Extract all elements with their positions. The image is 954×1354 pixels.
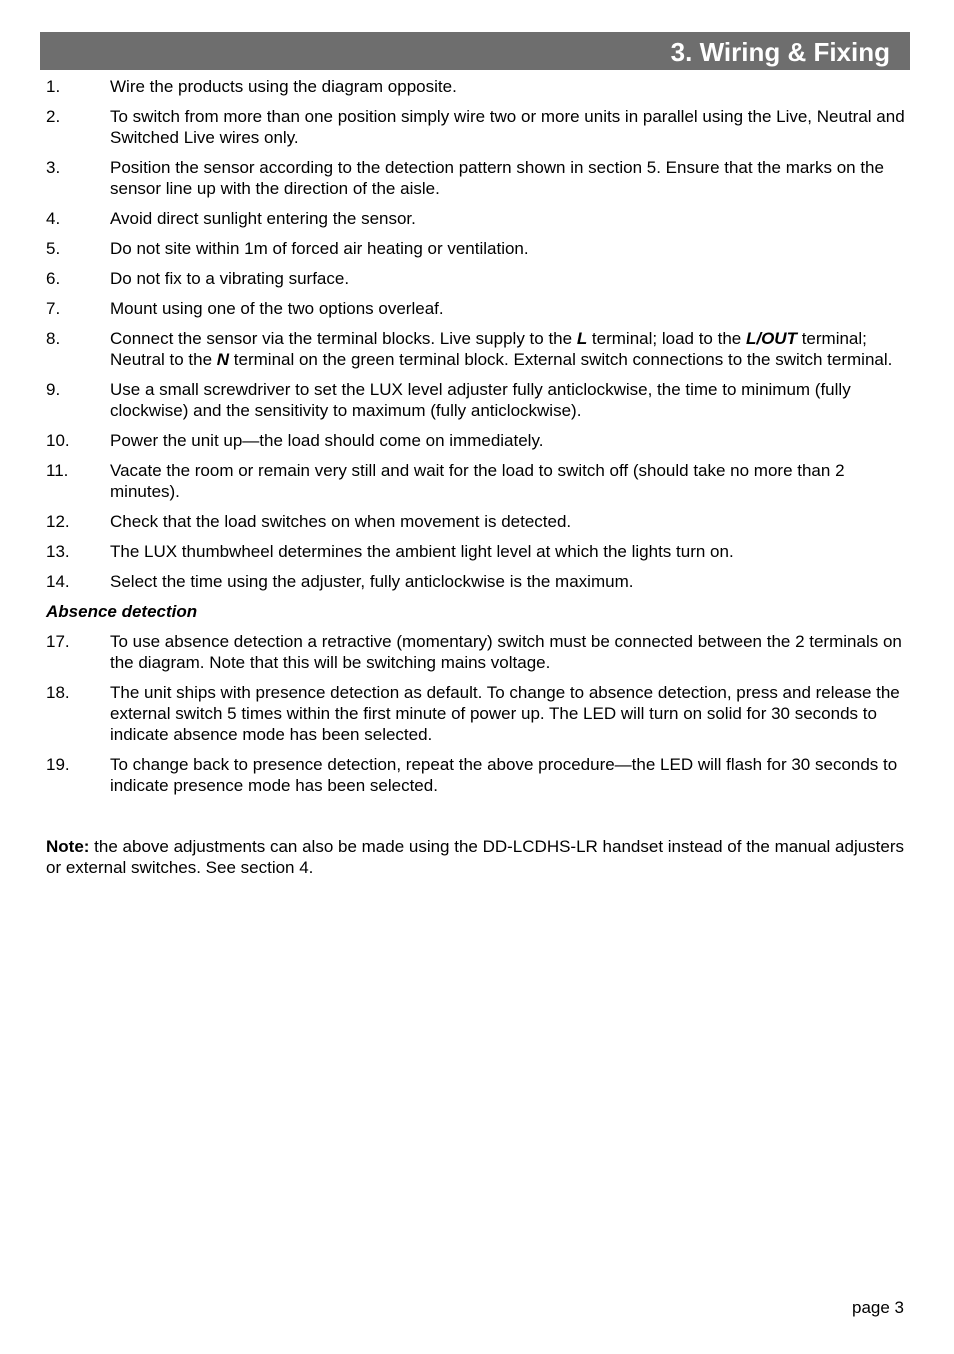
list-item <box>46 106 906 148</box>
item-text: Do not site within 1m of forced air heating or ventilation. <box>110 239 529 258</box>
item-number: 4. <box>46 209 61 228</box>
list-item <box>46 541 906 562</box>
terminal-label-lout: L/OUT <box>745 329 797 348</box>
item-number: 17. <box>46 632 70 651</box>
item-text: Mount using one of the two options overleaf. <box>110 299 444 318</box>
terminal-label-n: N <box>216 350 230 369</box>
item-text-part: terminal; load to the <box>587 329 746 348</box>
list-item <box>46 76 906 97</box>
item-text-part: terminal on the green terminal block. External switch connections to the switch terminal. <box>229 350 893 369</box>
item-number: 8. <box>46 329 61 348</box>
list-item <box>46 682 906 745</box>
item-number: 6. <box>46 269 61 288</box>
list-item <box>46 379 906 421</box>
item-number: 13. <box>46 542 70 561</box>
absence-detection-heading: Absence detection <box>46 602 198 621</box>
list-item <box>46 157 906 199</box>
page-number: page 3 <box>852 1298 904 1317</box>
item-text: Select the time using the adjuster, fully anticlockwise is the maximum. <box>110 572 634 591</box>
item-text-part: Connect the sensor via the terminal blocks. Live supply to the <box>110 329 577 348</box>
terminal-label-l: L <box>576 329 588 348</box>
list-item <box>46 298 906 319</box>
list-item <box>46 571 906 592</box>
list-item <box>46 631 906 673</box>
item-number: 9. <box>46 380 61 399</box>
item-text: Vacate the room or remain very still and wait for the load to switch off (should take no more than 2 minutes). <box>110 461 845 501</box>
item-text: To use absence detection a retractive (momentary) switch must be connected between the 2 terminals on the diagram. Note that this will be switching mains voltage. <box>110 632 902 672</box>
item-number: 18. <box>46 683 70 702</box>
item-text: Avoid direct sunlight entering the sensor. <box>110 209 416 228</box>
item-text: Wire the products using the diagram opposite. <box>110 77 457 96</box>
item-text: The LUX thumbwheel determines the ambient light level at which the lights turn on. <box>110 542 734 561</box>
list-item <box>46 460 906 502</box>
item-text-part: terminal; Neutral to the <box>110 329 867 369</box>
list-item <box>46 268 906 289</box>
list-item <box>46 430 906 451</box>
list-item <box>46 511 906 532</box>
list-item <box>46 238 906 259</box>
item-text: Do not fix to a vibrating surface. <box>110 269 350 288</box>
item-number: 14. <box>46 572 70 591</box>
item-text <box>110 328 906 370</box>
note-paragraph <box>46 836 906 878</box>
item-number: 1. <box>46 77 61 96</box>
note-label: Note: <box>46 837 90 856</box>
section-header-bar <box>40 32 910 70</box>
section-title: 3. Wiring & Fixing <box>670 37 890 67</box>
item-number: 5. <box>46 239 61 258</box>
item-number: 3. <box>46 158 61 177</box>
item-number: 11. <box>46 461 69 480</box>
item-number: 2. <box>46 107 61 126</box>
list-item-terminals <box>46 328 906 370</box>
item-text: To switch from more than one position simply wire two or more units in parallel using the Live, Neutral and Switched Live wires only. <box>110 107 905 147</box>
instructions-content <box>46 76 906 878</box>
item-number: 7. <box>46 299 61 318</box>
item-text: Use a small screwdriver to set the LUX level adjuster fully anticlockwise, the time to minimum (fully clockwise) and the sensitivity to maximum (fully anticlockwise). <box>110 380 851 420</box>
item-text: To change back to presence detection, repeat the above procedure—the LED will flash for 30 seconds to indicate presence mode has been selected. <box>110 755 898 795</box>
list-item <box>46 208 906 229</box>
item-number: 10. <box>46 431 70 450</box>
item-number: 19. <box>46 755 70 774</box>
item-number: 12. <box>46 512 70 531</box>
item-text: Position the sensor according to the detection pattern shown in section 5. Ensure that the marks on the sensor line up with the direction of the aisle. <box>110 158 884 198</box>
item-text: The unit ships with presence detection as default. To change to absence detection, press and release the external switch 5 times within the first minute of power up. The LED will turn on solid for 30 seconds to indicate absence mode has been selected. <box>110 683 900 744</box>
item-text: Power the unit up—the load should come on immediately. <box>110 431 544 450</box>
item-text: Check that the load switches on when movement is detected. <box>110 512 572 531</box>
note-text: the above adjustments can also be made using the DD-LCDHS-LR handset instead of the manual adjusters or external switches. See section 4. <box>46 837 905 877</box>
list-item <box>46 754 906 796</box>
